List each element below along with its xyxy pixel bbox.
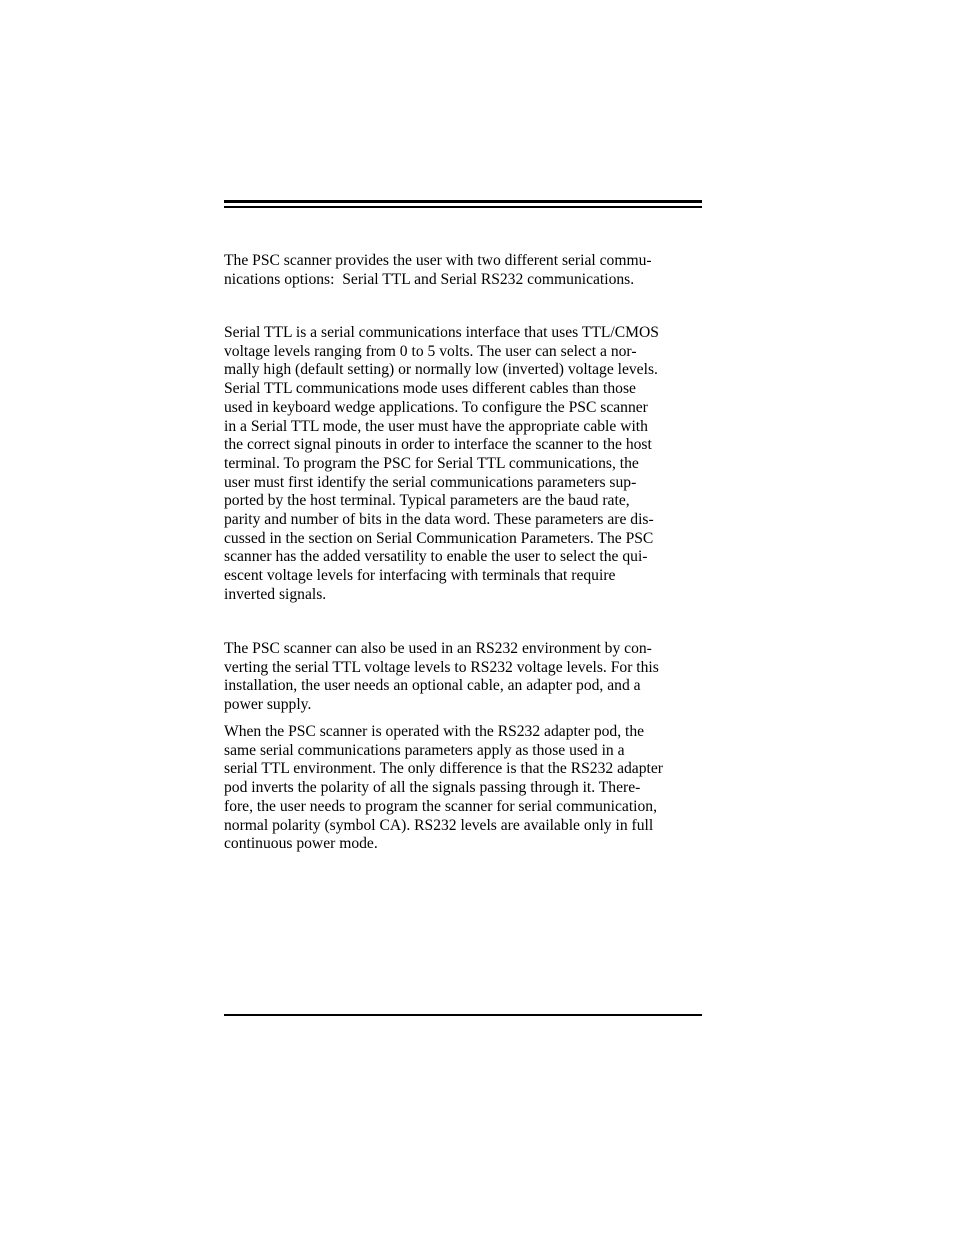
text-line: voltage levels ranging from 0 to 5 volts. The user can select a nor- [224, 342, 637, 360]
text-line: The PSC scanner provides the user with two different serial commu- [224, 252, 652, 269]
intro-paragraph [224, 252, 704, 289]
footer-rule [224, 1014, 702, 1016]
text-line: serial TTL environment. The only difference is that the RS232 adapter [224, 760, 663, 778]
text-line: Serial TTL is a serial communications interface that uses TTL/CMOS [224, 324, 659, 341]
text-line: inverted signals. [224, 585, 327, 603]
text-line: the correct signal pinouts in order to interface the scanner to the host [224, 436, 652, 454]
text-line: ported by the host terminal. Typical parameters are the baud rate, [224, 492, 630, 510]
text-line: used in keyboard wedge applications. To configure the PSC scanner [224, 398, 648, 416]
text-line: installation, the user needs an optional cable, an adapter pod, and a [224, 677, 641, 695]
text-line: normal polarity (symbol CA). RS232 levels are available only in full [224, 816, 654, 834]
text-line: user must first identify the serial communications parameters sup- [224, 473, 637, 491]
text-line: When the PSC scanner is operated with the RS232 adapter pod, the [224, 723, 645, 740]
text-line: nications options: Serial TTL and Serial RS232 communications. [224, 270, 635, 288]
text-line: continuous power mode. [224, 835, 378, 853]
text-line: power supply. [224, 696, 312, 714]
rs232-paragraph [224, 640, 704, 715]
text-line: same serial communications parameters apply as those used in a [224, 741, 625, 759]
text-line: scanner has the added versatility to enable the user to select the qui- [224, 548, 648, 566]
text-line: in a Serial TTL mode, the user must have the appropriate cable with [224, 417, 648, 435]
text-line: verting the serial TTL voltage levels to RS232 voltage levels. For this [224, 658, 659, 676]
text-line: The PSC scanner can also be used in an RS232 environment by con- [224, 640, 652, 657]
serial-ttl-paragraph [224, 324, 704, 605]
text-line: mally high (default setting) or normally low (inverted) voltage levels. [224, 361, 658, 379]
header-double-rule [224, 200, 702, 208]
text-line: Serial TTL communications mode uses different cables than those [224, 380, 636, 398]
header-rule-thick [224, 200, 702, 203]
text-line: fore, the user needs to program the scanner for serial communication, [224, 797, 658, 815]
text-line: escent voltage levels for interfacing with terminals that require [224, 567, 616, 585]
header-rule-thin [224, 206, 702, 208]
text-line: pod inverts the polarity of all the signals passing through it. There- [224, 779, 641, 797]
rs232-adapter-paragraph [224, 723, 704, 854]
text-line: cussed in the section on Serial Communication Parameters. The PSC [224, 529, 654, 547]
text-line: parity and number of bits in the data word. These parameters are dis- [224, 511, 654, 529]
text-line: terminal. To program the PSC for Serial TTL communications, the [224, 454, 639, 472]
